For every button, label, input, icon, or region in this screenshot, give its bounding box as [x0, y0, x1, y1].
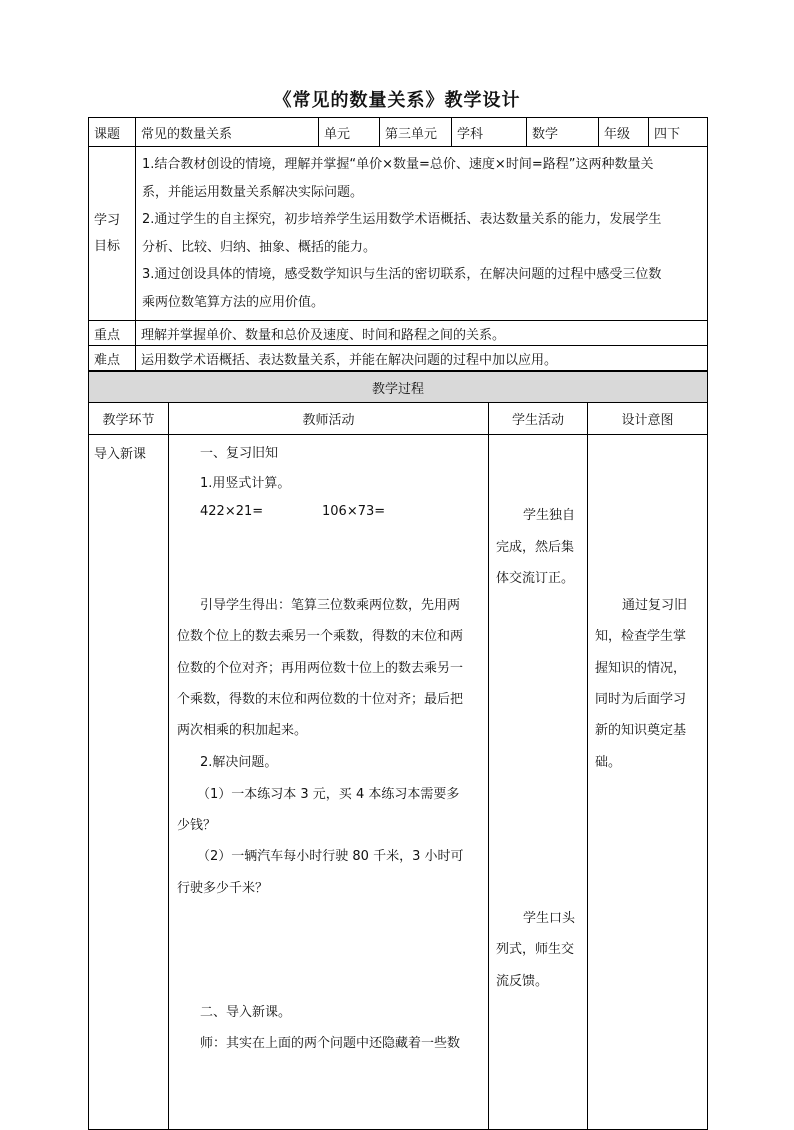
teacher-line: （2）一辆汽车每小时行驶 80 千米，3 小时可 [197, 849, 464, 864]
teacher-line: 行驶多少千米？ [177, 881, 269, 896]
goals-text [136, 147, 708, 321]
goal-line: 2.通过学生的自主探究，初步培养学生运用数学术语概括、表达数量关系的能力，发展学生 [142, 212, 662, 227]
teacher-line: 位数个位上的数去乘另一个乘数，得数的末位和两 [177, 629, 464, 644]
topic-value: 常见的数量关系 [136, 118, 319, 147]
student-line: 学生独自 [523, 508, 576, 523]
teacher-line: 少钱？ [177, 818, 217, 833]
difficulty-row [89, 346, 708, 371]
stage-header: 教学环节 [89, 403, 169, 435]
process-table [88, 371, 708, 1130]
teacher-cell [169, 435, 489, 1130]
teacher-line: 2.解决问题。 [200, 755, 278, 770]
student-cell [489, 435, 588, 1130]
process-body-row [89, 435, 708, 1130]
grade-label: 年级 [599, 118, 649, 147]
teacher-header: 教师活动 [169, 403, 489, 435]
subject-value: 数学 [527, 118, 599, 147]
difficulty-label: 难点 [89, 346, 136, 371]
student-line: 学生口头 [523, 911, 576, 926]
teacher-line: （1）一本练习本 3 元，买 4 本练习本需要多 [197, 787, 460, 802]
student-line: 体交流订正。 [496, 571, 575, 586]
grade-value: 四下 [649, 118, 708, 147]
goal-line: 分析、比较、归纳、抽象、概括的能力。 [142, 239, 377, 255]
unit-value: 第三单元 [380, 118, 452, 147]
teacher-line: 师：其实在上面的两个问题中还隐藏着一些数 [200, 1036, 461, 1051]
difficulty-text: 运用数学术语概括、表达数量关系，并能在解决问题的过程中加以应用。 [136, 346, 708, 371]
teacher-line: 个乘数，得数的末位和两位数的十位对齐；最后把 [177, 692, 464, 707]
intent-line: 础。 [595, 755, 622, 770]
student-line: 完成，然后集 [496, 540, 575, 555]
process-banner: 教学过程 [89, 372, 708, 403]
key-point-text: 理解并掌握单价、数量和总价及速度、时间和路程之间的关系。 [136, 321, 708, 346]
stage-cell: 导入新课 [89, 435, 169, 1130]
goal-line: 1.结合教材创设的情境，理解并掌握“单价×数量=总价、速度×时间=路程”这两种数量关 [142, 157, 654, 172]
student-line: 流反馈。 [496, 974, 549, 989]
goals-row [89, 147, 708, 321]
teacher-line: 二、导入新课。 [200, 1005, 292, 1020]
topic-label: 课题 [89, 118, 136, 147]
intent-line: 握知识的情况， [595, 661, 687, 676]
intent-header: 设计意图 [588, 403, 708, 435]
intent-line: 知，检查学生掌 [595, 629, 687, 644]
student-header: 学生活动 [489, 403, 588, 435]
teacher-line: 106×73= [322, 504, 386, 519]
intent-line: 通过复习旧 [622, 598, 688, 613]
info-table [88, 117, 708, 371]
teacher-line: 位数的个位对齐；再用两位数十位上的数去乘另一 [177, 661, 464, 676]
process-header-row [89, 403, 708, 435]
goals-label [89, 147, 136, 321]
intent-line: 同时为后面学习 [595, 692, 687, 707]
teacher-line: 一、复习旧知 [200, 446, 279, 461]
header-row [89, 118, 708, 147]
goal-line: 乘两位数笔算方法的应用价值。 [142, 294, 325, 310]
goal-line: 系，并能运用数量关系解决实际问题。 [142, 184, 364, 200]
unit-label: 单元 [319, 118, 380, 147]
teacher-line: 1.用竖式计算。 [200, 476, 291, 491]
intent-line: 新的知识奠定基 [595, 723, 687, 738]
document-title: 《常见的数量关系》教学设计 [273, 90, 521, 111]
student-line: 列式，师生交 [496, 942, 575, 957]
teacher-line: 422×21= [200, 504, 264, 519]
intent-cell [588, 435, 708, 1130]
teacher-line: 引导学生得出：笔算三位数乘两位数，先用两 [200, 598, 461, 613]
goal-line: 3.通过创设具体的情境，感受数学知识与生活的密切联系，在解决问题的过程中感受三位数 [142, 267, 662, 282]
subject-label: 学科 [452, 118, 527, 147]
key-point-row [89, 321, 708, 346]
teacher-line: 两次相乘的积加起来。 [177, 723, 308, 738]
key-point-label: 重点 [89, 321, 136, 346]
goals-label-line2: 目标 [94, 238, 121, 254]
goals-label-line1: 学习 [94, 212, 121, 228]
